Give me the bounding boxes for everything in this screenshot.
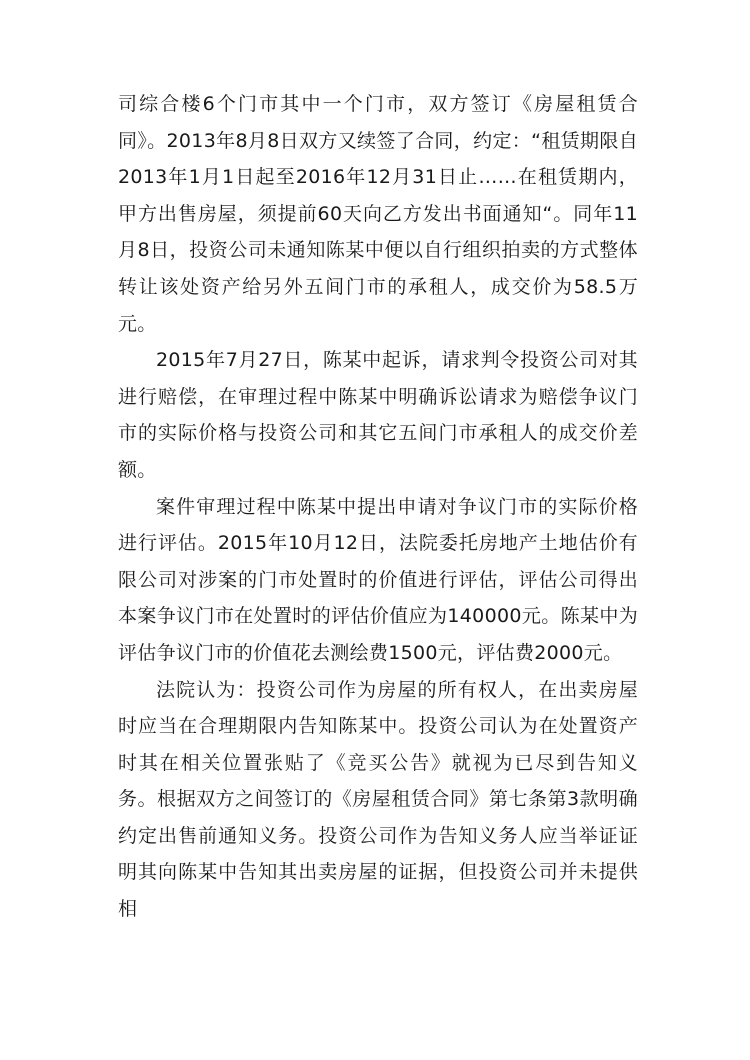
paragraph-appraisal: 案件审理过程中陈某中提出申请对争议门市的实际价格进行评估。2015年10月12日，法院委托房地产土地估价有限公司对涉案的门市处置时的价值进行评估，评估公司得出本案争议门市在处置时的评估价值应为140000元。陈某中为评估争议门市的价值花去测绘费1500元，评估费2000元。 bbox=[118, 495, 638, 664]
paragraph-court-opinion: 法院认为：投资公司作为房屋的所有权人，在出卖房屋时应当在合理期限内告知陈某中。投资公司认为在处置资产时其在相关位置张贴了《竞买公告》就视为已尽到告知义务。根据双方之间签订的《房屋租赁合同》第七条第3款明确约定出售前通知义务。投资公司作为告知义务人应当举证证明其向陈某中告知其出卖房屋的证据，但投资公司并未提供相 bbox=[118, 678, 638, 921]
paragraph-lawsuit: 2015年7月27日，陈某中起诉，请求判令投资公司对其进行赔偿，在审理过程中陈某中明确诉讼请求为赔偿争议门市的实际价格与投资公司和其它五间门市承租人的成交价差额。 bbox=[118, 349, 638, 481]
document-body bbox=[118, 86, 638, 928]
paragraph-lease-contract: 司综合楼6个门市其中一个门市，双方签订《房屋租赁合同》。2013年8月8日双方又续签了合同，约定：“租赁期限自2013年1月1日起至2016年12月31日止……在租赁期内，甲方出售房屋，须提前60天向乙方发出书面通知“。同年11月8日，投资公司未通知陈某中便以自行组织拍卖的方式整体转让该处资产给另外五间门市的承租人，成交价为58.5万元。 bbox=[118, 93, 638, 335]
